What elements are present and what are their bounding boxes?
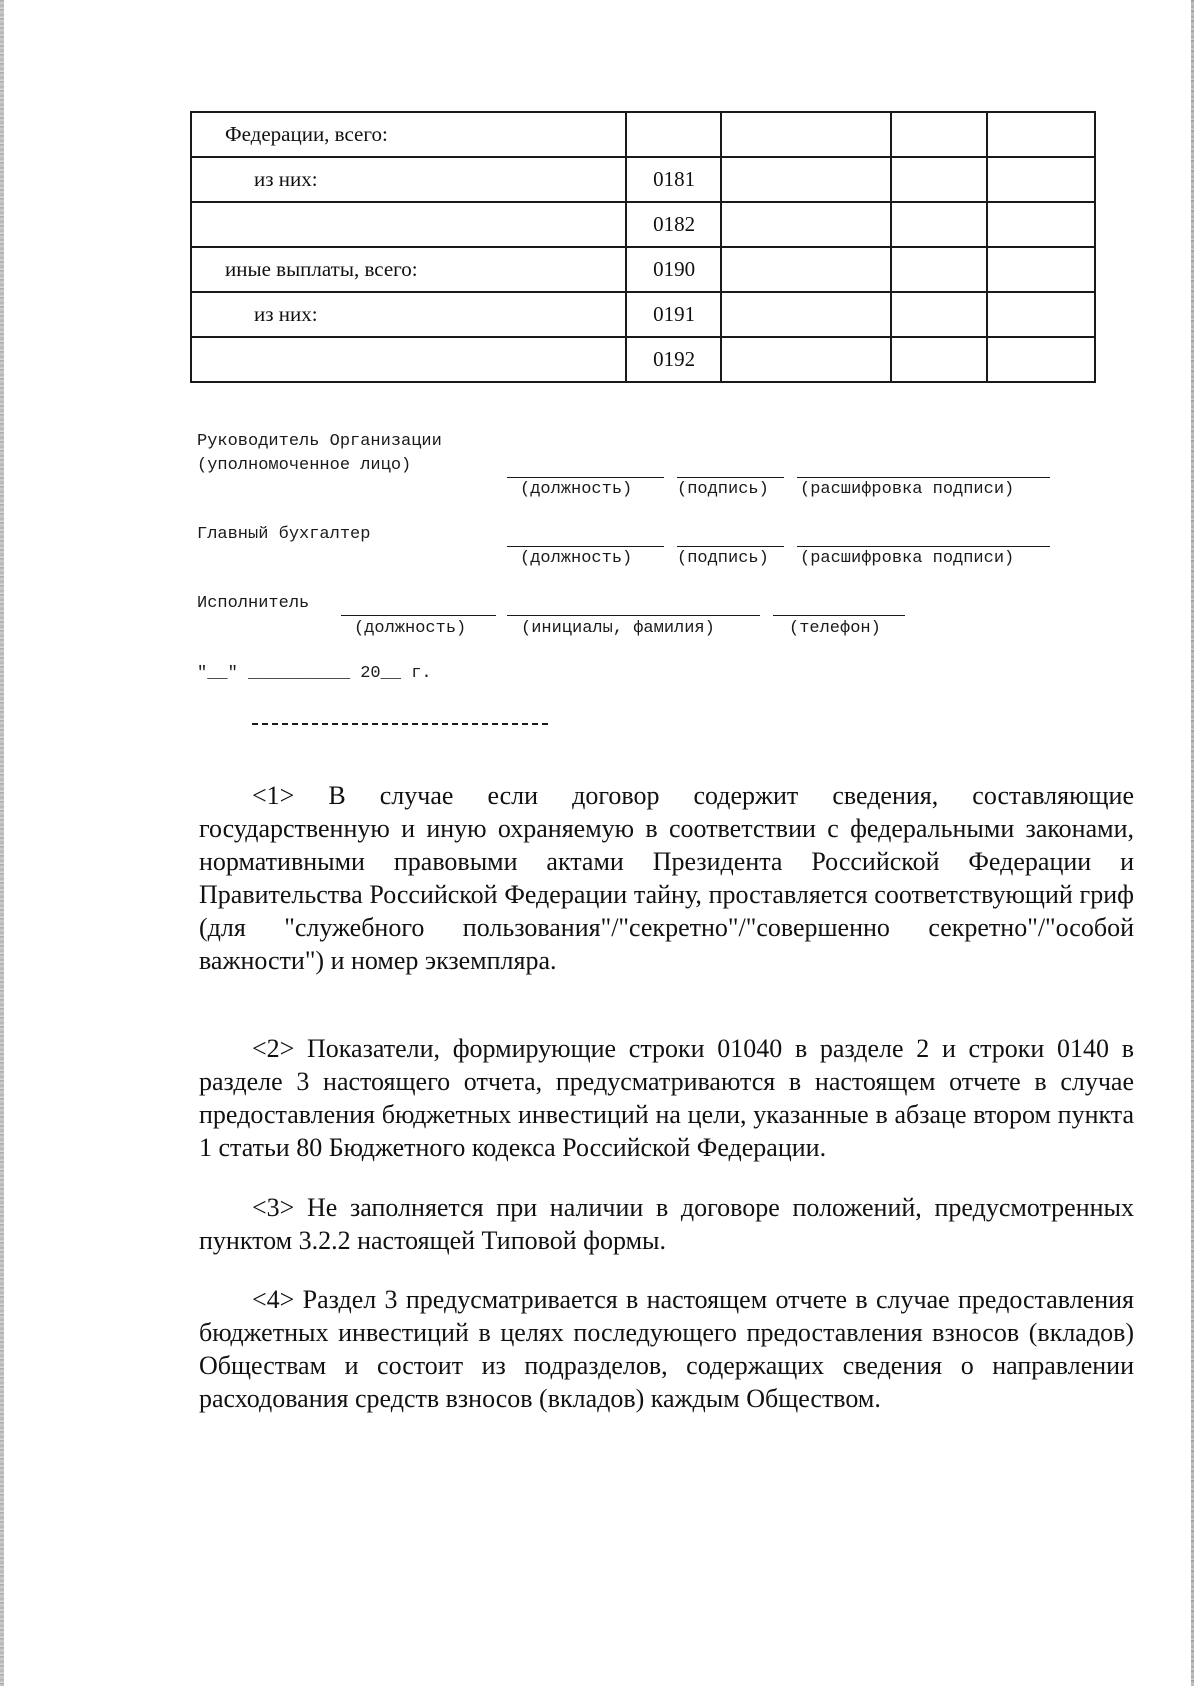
value-cell (987, 202, 1095, 247)
head-position-caption: (должность) (520, 480, 633, 499)
value-cell (891, 247, 988, 292)
scan-edge-left (0, 0, 4, 1686)
row-code (626, 112, 721, 157)
executor-position-line (341, 615, 496, 616)
accountant-decoding-caption: (расшифровка подписи) (800, 549, 1015, 568)
value-cell (721, 157, 891, 202)
row-label: из них: (191, 292, 626, 337)
executor-phone-caption: (телефон) (789, 619, 881, 638)
value-cell (721, 337, 891, 382)
executor-name-caption: (инициалы, фамилия) (521, 619, 715, 638)
executor-phone-line (773, 615, 905, 616)
row-code: 0191 (626, 292, 721, 337)
value-cell (891, 202, 988, 247)
value-cell (721, 292, 891, 337)
value-cell (721, 202, 891, 247)
accountant-position-line (507, 546, 664, 547)
row-label: из них: (191, 157, 626, 202)
table-row (191, 157, 1095, 202)
row-code: 0181 (626, 157, 721, 202)
row-code: 0190 (626, 247, 721, 292)
table-row (191, 292, 1095, 337)
head-decoding-caption: (расшифровка подписи) (800, 480, 1015, 499)
executor-position-caption: (должность) (354, 619, 467, 638)
row-label: иные выплаты, всего: (191, 247, 626, 292)
value-cell (987, 112, 1095, 157)
value-cell (987, 247, 1095, 292)
footnote-separator (252, 723, 548, 725)
head-label: Руководитель Организации (197, 432, 442, 451)
executor-name-line (507, 615, 760, 616)
accountant-signature-line (677, 546, 784, 547)
table-row (191, 247, 1095, 292)
footnote-1: <1> В случае если договор содержит сведения, составляющие государственную и иную охраняемую в соответствии с федеральными законами, нормативными правовыми актами Президента Российской Федерации и Правительства Российской Федерации тайну, проставляется соответствующий гриф (для "служебного пользования"/"секретно"/"совершенно секретно"/"особой важности") и номер экземпляра. (199, 781, 1134, 975)
value-cell (891, 157, 988, 202)
row-label (191, 337, 626, 382)
value-cell (987, 337, 1095, 382)
value-cell (721, 112, 891, 157)
date-line: "__" __________ 20__ г. (197, 664, 432, 683)
row-code: 0192 (626, 337, 721, 382)
head-decoding-line (797, 477, 1050, 478)
report-table (190, 111, 1096, 383)
table-row (191, 337, 1095, 382)
row-label (191, 202, 626, 247)
head-position-line (507, 477, 664, 478)
value-cell (891, 292, 988, 337)
table-row (191, 202, 1095, 247)
accountant-position-caption: (должность) (520, 549, 633, 568)
accountant-decoding-line (797, 546, 1050, 547)
accountant-signature-caption: (подпись) (677, 549, 769, 568)
head-signature-line (677, 477, 784, 478)
footnote-2: <2> Показатели, формирующие строки 01040 в разделе 2 и строки 0140 в разделе 3 настоящего отчета, предусматриваются в настоящем отчете в случае предоставления бюджетных инвестиций на цели, указанные в абзаце втором пункта 1 статьи 80 Бюджетного кодекса Российской Федерации. (199, 1034, 1134, 1162)
value-cell (891, 337, 988, 382)
head-sublabel: (уполномоченное лицо) (197, 456, 412, 475)
executor-label: Исполнитель (197, 594, 310, 613)
value-cell (987, 292, 1095, 337)
value-cell (987, 157, 1095, 202)
scan-edge-right (1191, 0, 1194, 1686)
footnote-3: <3> Не заполняется при наличии в договоре положений, предусмотренных пунктом 3.2.2 настоящей Типовой формы. (199, 1193, 1134, 1255)
value-cell (721, 247, 891, 292)
row-label: Федерации, всего: (191, 112, 626, 157)
value-cell (891, 112, 988, 157)
table-row (191, 112, 1095, 157)
row-code: 0182 (626, 202, 721, 247)
footnote-4: <4> Раздел 3 предусматривается в настоящем отчете в случае предоставления бюджетных инвестиций в целях последующего предоставления взносов (вкладов) Обществам и состоит из подразделов, содержащих сведения о направлении расходования средств взносов (вкладов) каждым Обществом. (199, 1285, 1134, 1413)
accountant-label: Главный бухгалтер (197, 525, 371, 544)
head-signature-caption: (подпись) (677, 480, 769, 499)
